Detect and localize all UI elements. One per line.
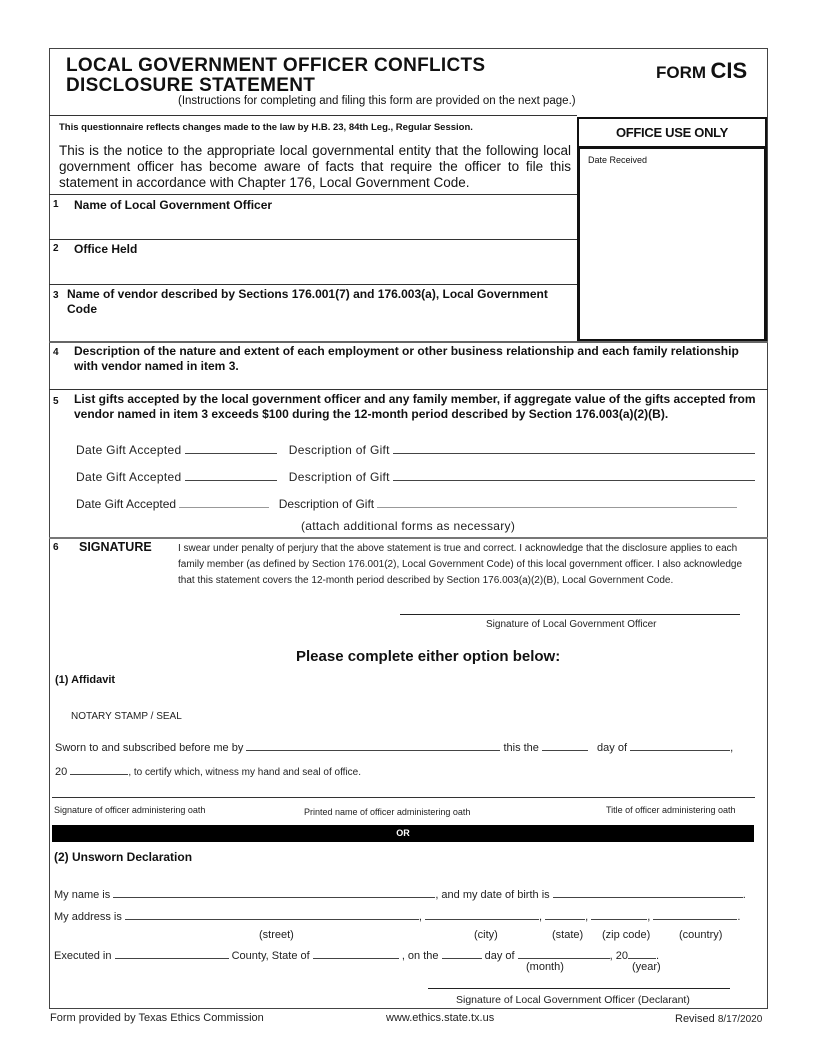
- officer-name-label: Name of Local Government Officer: [74, 198, 273, 212]
- sworn-text: Sworn to and subscribed before me by: [55, 742, 244, 754]
- state-field[interactable]: [545, 910, 585, 920]
- gift-row: [76, 497, 737, 511]
- state-caption: (state): [552, 929, 584, 941]
- date-gift-field[interactable]: [185, 471, 277, 481]
- form-title: [66, 56, 485, 96]
- declarant-name-field[interactable]: [113, 888, 435, 898]
- dob-text: , and my date of birth is: [435, 889, 550, 901]
- footer-website[interactable]: www.ethics.state.tx.us: [386, 1012, 495, 1024]
- office-use-box: [577, 147, 767, 342]
- year-prefix: 20: [55, 766, 68, 778]
- city-field[interactable]: [425, 910, 539, 920]
- exec-year-field[interactable]: [628, 949, 656, 959]
- item-number: 1: [53, 199, 59, 210]
- country-field[interactable]: [653, 910, 737, 920]
- title-line-1: LOCAL GOVERNMENT OFFICER CONFLICTS: [66, 55, 486, 76]
- item-number: 2: [53, 243, 59, 254]
- day-of-text: day of: [597, 742, 628, 754]
- executed-row: Executed in County, State of , on the day of , 20 .: [54, 950, 660, 962]
- city-caption: (city): [474, 929, 498, 941]
- name-row: My name is , and my date of birth is .: [54, 889, 746, 901]
- footer-revised: [675, 1013, 762, 1025]
- sworn-by-field[interactable]: [246, 741, 500, 751]
- officer-signature-line[interactable]: [400, 614, 740, 615]
- date-received-label: Date Received: [588, 155, 648, 165]
- dob-field[interactable]: [553, 888, 743, 898]
- oath-printed-name-caption: Printed name of officer administering oath: [304, 807, 471, 817]
- gift-row: [76, 443, 755, 457]
- office-use-header: OFFICE USE ONLY: [577, 117, 767, 148]
- item-number: 3: [53, 290, 59, 301]
- country-caption: (country): [679, 929, 723, 941]
- desc-gift-field[interactable]: [393, 471, 755, 481]
- street-field[interactable]: [125, 910, 419, 920]
- my-address-text: My address is: [54, 911, 122, 923]
- oath-signature-line[interactable]: [52, 797, 755, 798]
- zip-caption: (zip code): [602, 929, 651, 941]
- desc-gift-field[interactable]: [377, 498, 737, 508]
- sworn-year-field[interactable]: [70, 765, 128, 775]
- year-prefix: , 20: [609, 950, 629, 962]
- date-gift-field[interactable]: [185, 444, 277, 454]
- exec-state-field[interactable]: [313, 949, 399, 959]
- office-held-field[interactable]: [74, 258, 574, 280]
- my-name-text: My name is: [54, 889, 111, 901]
- oath-signature-caption: Signature of officer administering oath: [54, 805, 206, 815]
- exec-day-field[interactable]: [442, 949, 482, 959]
- desc-gift-label: Description of Gift: [278, 497, 375, 511]
- footer-provider: Form provided by Texas Ethics Commission: [50, 1012, 264, 1024]
- county-field[interactable]: [115, 949, 229, 959]
- questionnaire-note: This questionnaire reflects changes made to the law by H.B. 23, 84th Leg., Regular Session.: [59, 122, 473, 133]
- certify-row: [55, 765, 361, 778]
- zip-field[interactable]: [591, 910, 647, 920]
- year-caption: (year): [632, 961, 661, 973]
- executed-in-text: Executed in: [54, 950, 112, 962]
- desc-gift-label: Description of Gift: [288, 470, 390, 484]
- item-number: 4: [53, 347, 59, 358]
- vendor-name-field[interactable]: [74, 318, 574, 340]
- relationship-label: Description of the nature and extent of each employment or other business relationship and each family relationship with vendor named in item 3.: [74, 344, 739, 373]
- or-divider: OR: [52, 825, 754, 842]
- notice-text: This is the notice to the appropriate local governmental entity that the following local government officer has become aware of facts that require the officer to file this statement in accordance with Chapter 176, Local Government Code.: [59, 143, 571, 190]
- month-caption: (month): [526, 961, 564, 973]
- this-the-text: this the: [503, 742, 539, 754]
- date-gift-label: Date Gift Accepted: [76, 443, 182, 457]
- address-row: My address is , , , , .: [54, 911, 741, 923]
- declarant-signature-line[interactable]: [428, 988, 730, 989]
- options-heading: Please complete either option below:: [296, 648, 561, 665]
- date-gift-label: Date Gift Accepted: [76, 470, 182, 484]
- officer-name-field[interactable]: [74, 214, 574, 236]
- date-gift-field[interactable]: [179, 498, 269, 508]
- form-code: [656, 58, 747, 84]
- declarant-signature-caption: Signature of Local Government Officer (Declarant): [456, 994, 690, 1006]
- desc-gift-field[interactable]: [393, 444, 755, 454]
- county-state-text: County, State of: [231, 950, 310, 962]
- form-code-value: CIS: [710, 58, 748, 83]
- oath-title-caption: Title of officer administering oath: [606, 805, 736, 815]
- title-line-2: DISCLOSURE STATEMENT: [66, 75, 316, 96]
- office-held-label: Office Held: [74, 242, 138, 256]
- street-caption: (street): [259, 929, 294, 941]
- exec-month-field[interactable]: [518, 949, 610, 959]
- on-the-text: , on the: [401, 950, 439, 962]
- revised-label: Revised: [675, 1013, 715, 1025]
- affidavit-title: (1) Affidavit: [55, 674, 116, 686]
- notary-stamp-label: NOTARY STAMP / SEAL: [71, 711, 182, 722]
- signature-heading: SIGNATURE: [79, 540, 152, 554]
- unsworn-title: (2) Unsworn Declaration: [54, 850, 193, 864]
- date-gift-label: Date Gift Accepted: [76, 497, 177, 511]
- perjury-statement: I swear under penalty of perjury that the above statement is true and correct. I acknowledge that the disclosure applies to each family member (as defined by Section 176.001(2), Local Government Code) of this local government officer. I also acknowledge that this statement covers the 12-month period described by Section 176.003(a)(2)(B), Local Government Code.: [178, 543, 742, 586]
- certify-text: , to certify which, witness my hand and seal of office.: [128, 767, 362, 778]
- officer-signature-caption: Signature of Local Government Officer: [486, 619, 657, 630]
- form-label: FORM: [656, 63, 707, 82]
- sworn-month-field[interactable]: [630, 741, 730, 751]
- gifts-label: List gifts accepted by the local government officer and any family member, if aggregate value of the gifts accepted from vendor named in item 3 exceeds $100 during the 12-month period described by Section 176.003(a)(2)(B).: [74, 392, 756, 421]
- sworn-day-field[interactable]: [542, 741, 588, 751]
- instructions-note: (Instructions for completing and filing this form are provided on the next page.): [178, 95, 576, 107]
- revised-date: 8/17/2020: [717, 1014, 763, 1025]
- item-number: 6: [53, 542, 59, 553]
- vendor-name-label: Name of vendor described by Sections 176.001(7) and 176.003(a), Local Government Code: [67, 287, 548, 316]
- relationship-field[interactable]: [74, 374, 764, 388]
- gift-row: [76, 470, 755, 484]
- day-of-text: day of: [484, 950, 515, 962]
- item-number: 5: [53, 396, 59, 407]
- attach-note: (attach additional forms as necessary): [301, 519, 516, 533]
- desc-gift-label: Description of Gift: [288, 443, 390, 457]
- sworn-row: Sworn to and subscribed before me by this the day of ,: [55, 742, 734, 754]
